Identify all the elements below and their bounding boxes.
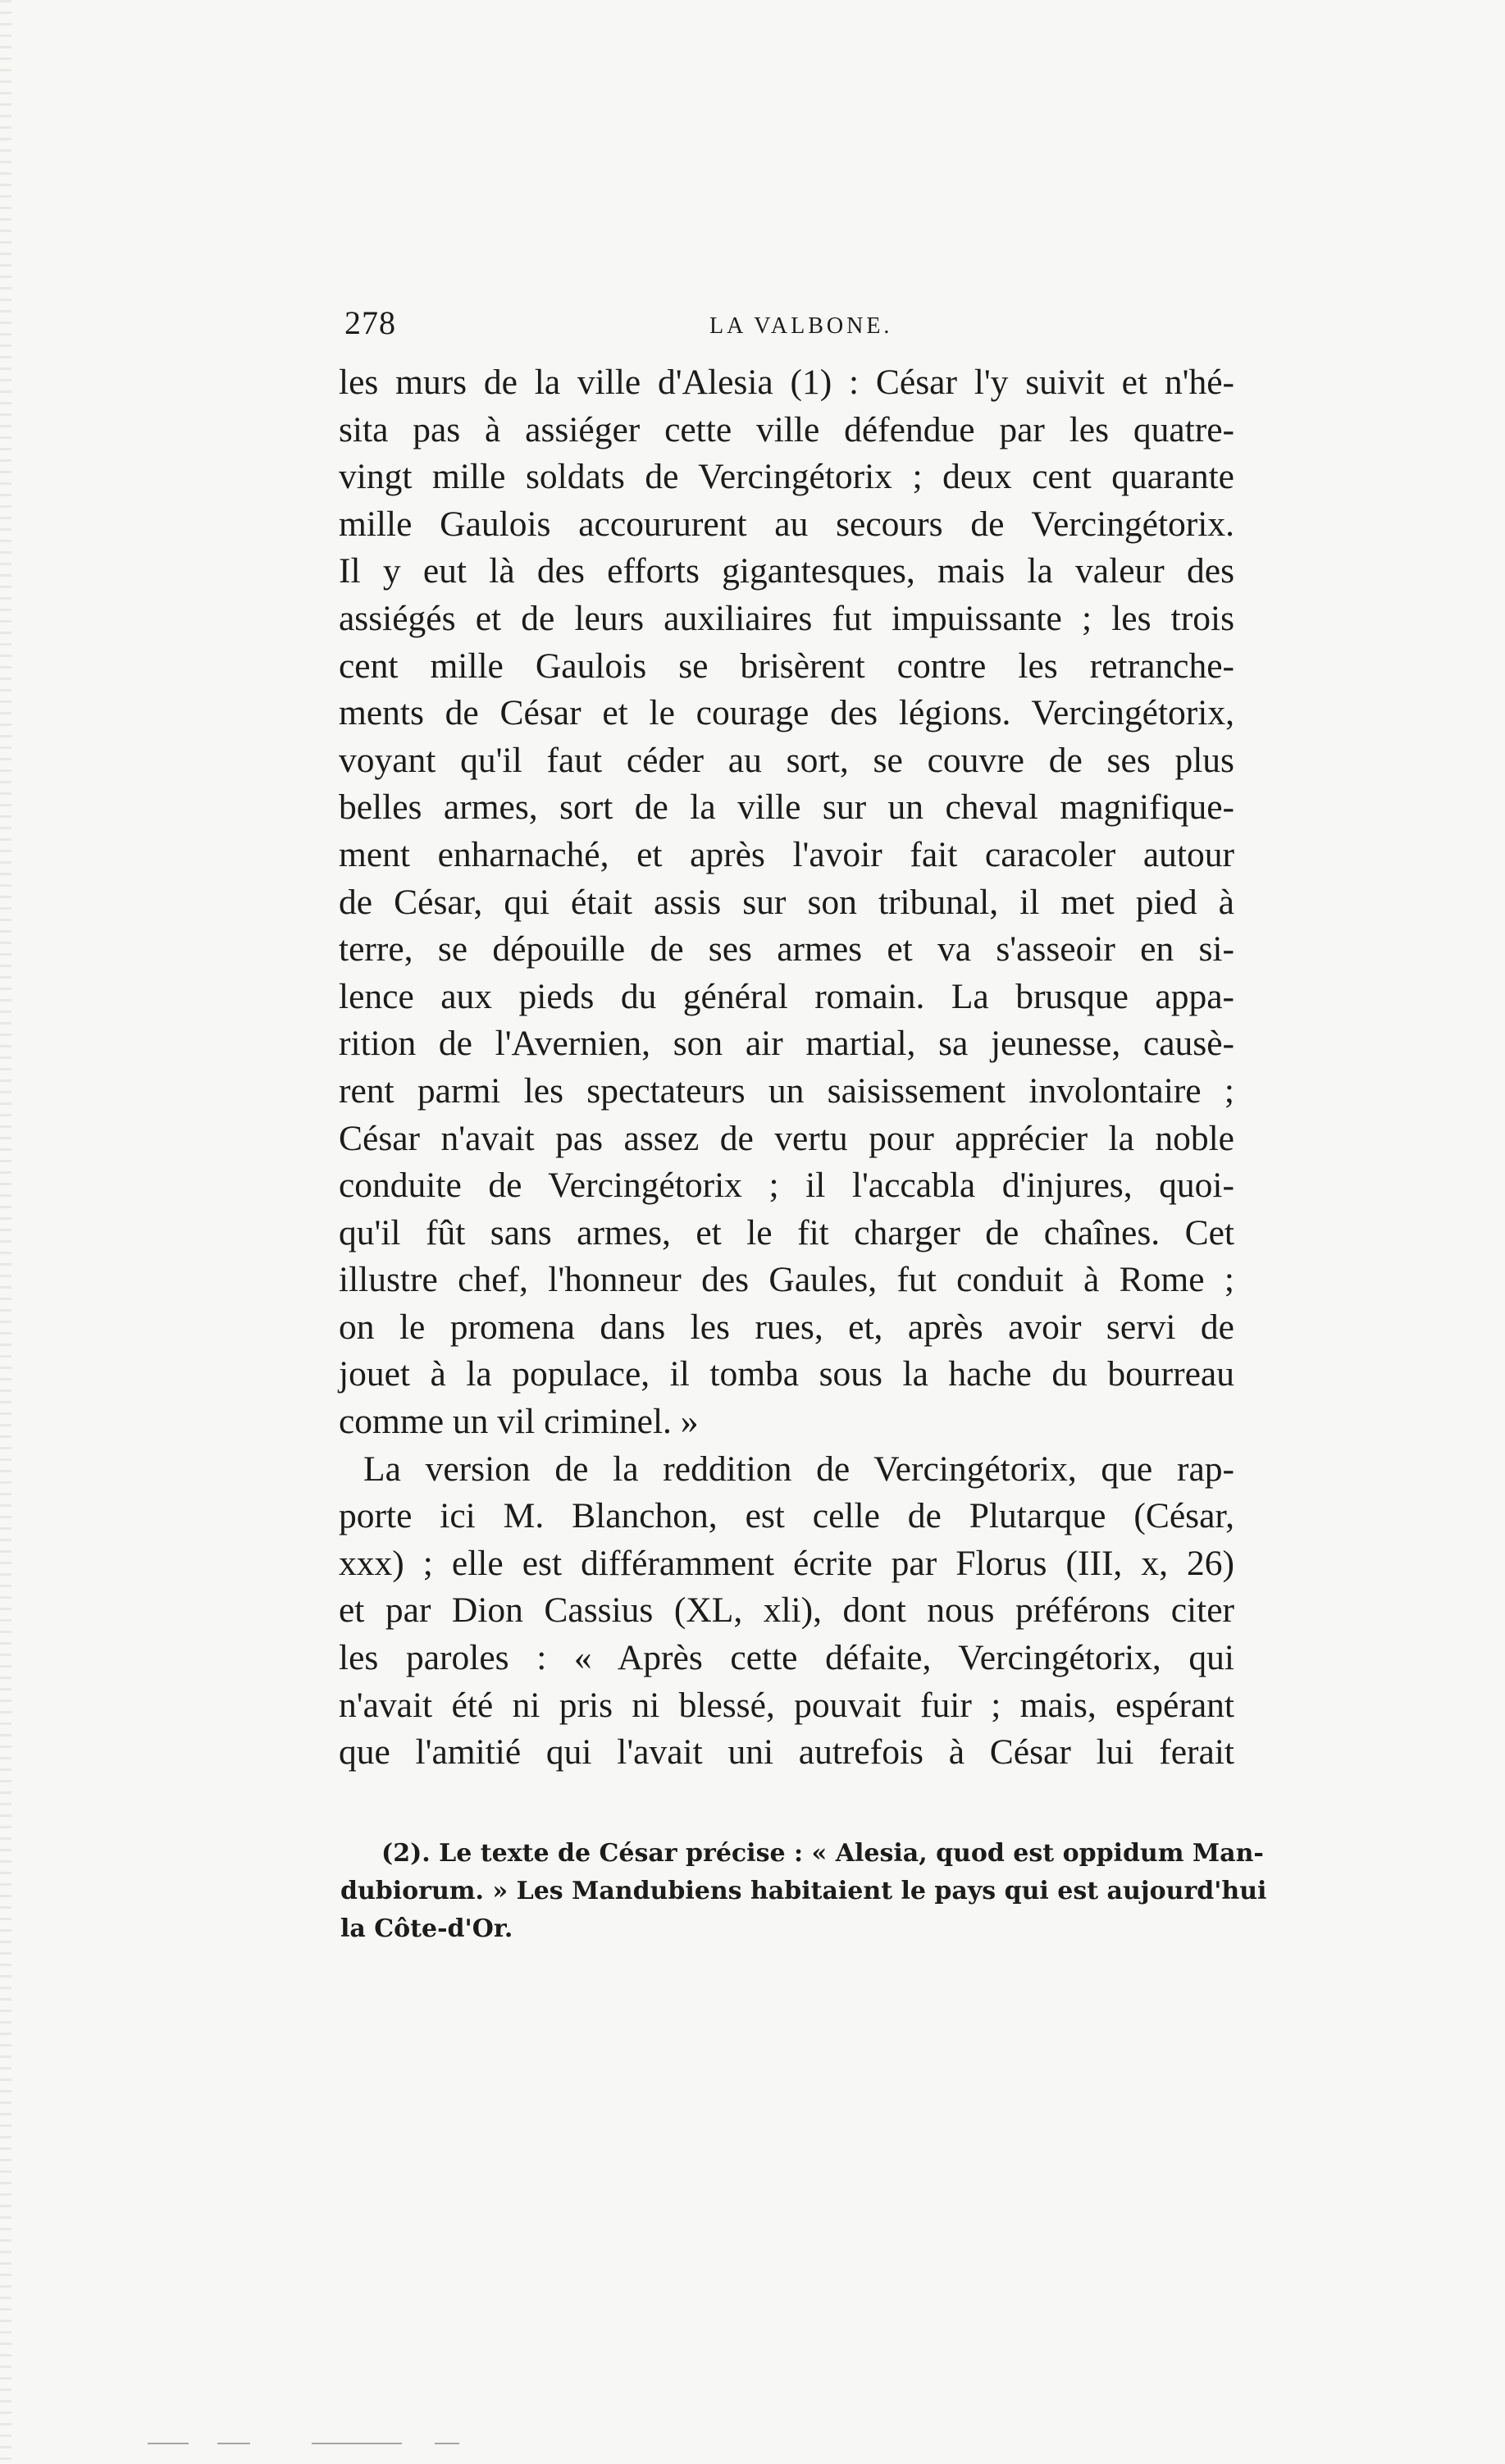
scan-mark — [312, 2443, 402, 2444]
running-head: LA VALBONE. — [709, 313, 893, 339]
body-text — [339, 359, 1234, 1777]
body-line: que l'amitié qui l'avait uni autrefois à César lui ferait — [339, 1732, 1234, 1773]
body-line: ment enharnaché, et après l'avoir fait caracoler autour — [339, 834, 1234, 874]
body-line: et par Dion Cassius (XL, xli), dont nous préférons citer — [339, 1590, 1234, 1631]
body-line: porte ici M. Blanchon, est celle de Plutarque (César, — [339, 1496, 1234, 1536]
scan-mark — [217, 2443, 250, 2444]
footnote — [340, 1835, 1267, 1948]
body-line: de César, qui était assis sur son tribunal, il met pied à — [339, 882, 1234, 922]
body-line: César n'avait pas assez de vertu pour apprécier la noble — [339, 1118, 1234, 1158]
page-header — [344, 303, 1230, 353]
body-line: mille Gaulois accoururent au secours de Vercingétorix. — [339, 504, 1234, 544]
scan-mark — [148, 2443, 189, 2444]
footnote-line: dubiorum. » Les Mandubiens habitaient le pays qui est aujourd'hui — [340, 1877, 1267, 1905]
body-line: jouet à la populace, il tomba sous la hache du bourreau — [339, 1354, 1234, 1394]
body-line: terre, se dépouille de ses armes et va s'asseoir en si- — [339, 929, 1234, 970]
body-line: belles armes, sort de la ville sur un cheval magnifique- — [339, 787, 1234, 828]
scan-edge — [0, 0, 11, 2464]
body-line: La version de la reddition de Vercingétorix, que rap- — [363, 1449, 1234, 1489]
footnote-line: la Côte-d'Or. — [340, 1914, 513, 1943]
body-line: vingt mille soldats de Vercingétorix ; deux cent quarante — [339, 457, 1234, 497]
body-line: qu'il fût sans armes, et le fit charger de chaînes. Cet — [339, 1212, 1234, 1253]
body-line: n'avait été ni pris ni blessé, pouvait fuir ; mais, espérant — [339, 1685, 1234, 1725]
body-line: rition de l'Avernien, son air martial, sa jeunesse, causè- — [339, 1024, 1234, 1064]
body-line: voyant qu'il faut céder au sort, se couvre de ses plus — [339, 740, 1234, 780]
body-line: sita pas à assiéger cette ville défendue par les quatre- — [339, 409, 1234, 449]
body-line: on le promena dans les rues, et, après avoir servi de — [339, 1307, 1234, 1347]
footnote-line: (2). Le texte de César précise : « Alesia, quod est oppidum Man- — [381, 1839, 1264, 1868]
body-line: ments de César et le courage des légions. Vercingétorix, — [339, 693, 1234, 733]
body-line: les paroles : « Après cette défaite, Vercingétorix, qui — [339, 1638, 1234, 1678]
body-line: conduite de Vercingétorix ; il l'accabla d'injures, quoi- — [339, 1166, 1234, 1206]
body-line: illustre chef, l'honneur des Gaules, fut conduit à Rome ; — [339, 1260, 1234, 1300]
body-line: xxx) ; elle est différamment écrite par Florus (III, x, 26) — [339, 1543, 1234, 1583]
body-line: assiégés et de leurs auxiliaires fut impuissante ; les trois — [339, 598, 1234, 638]
body-line: lence aux pieds du général romain. La brusque appa- — [339, 976, 1234, 1016]
body-line: les murs de la ville d'Alesia (1) : César l'y suivit et n'hé- — [339, 363, 1234, 402]
body-line: Il y eut là des efforts gigantesques, mais la valeur des — [339, 551, 1234, 591]
page-number: 278 — [344, 304, 396, 341]
body-line: rent parmi les spectateurs un saisissement involontaire ; — [339, 1070, 1234, 1111]
body-line: comme un vil criminel. » — [339, 1402, 699, 1442]
body-line: cent mille Gaulois se brisèrent contre les retranche- — [339, 646, 1234, 686]
scan-mark — [435, 2443, 459, 2444]
